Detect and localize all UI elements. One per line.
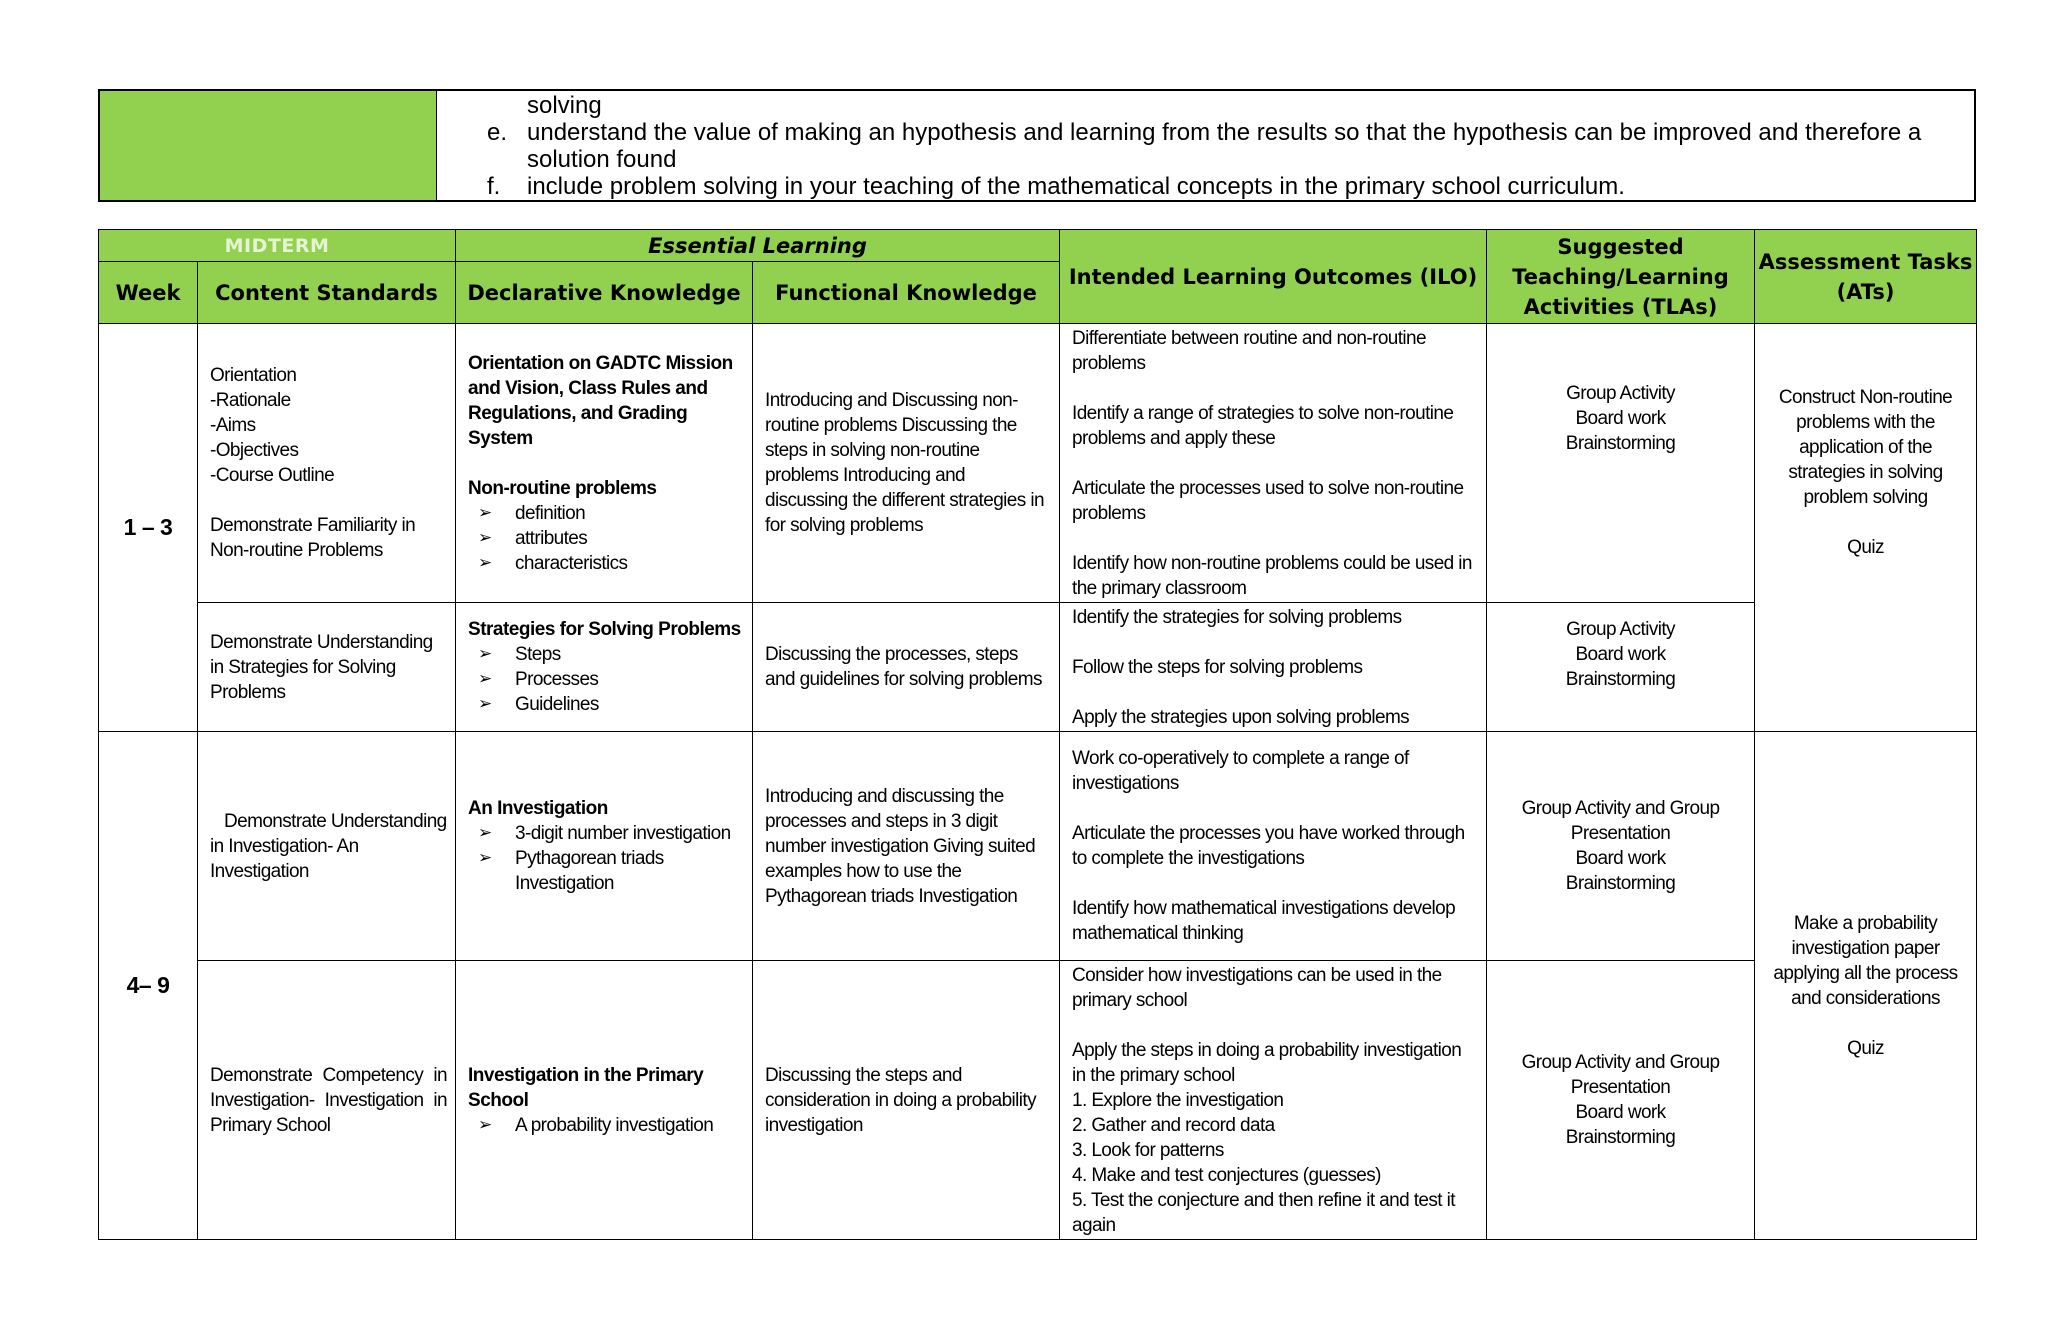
ilo-cell: Work co-operatively to complete a range of investigations Articulate the processes you have worked through to complete the investigations Identify how mathematical investigations develop mathematical thinking <box>1060 732 1487 961</box>
bullet-list <box>468 1113 744 1138</box>
table-row <box>99 603 1977 732</box>
table-row <box>99 732 1977 961</box>
functional-knowledge-header: Functional Knowledge <box>753 262 1060 324</box>
bullet-list <box>468 821 744 896</box>
functional-knowledge-cell: Introducing and Discussing non-routine problems Discussing the steps in solving non-routine problems Introducing and discussing the different strategies in for solving problems <box>753 324 1060 603</box>
tlas-cell: Group Activity Board work Brainstorming <box>1487 324 1755 603</box>
content-standards-cell: Demonstrate Competency in Investigation- Investigation in Primary School <box>198 961 456 1240</box>
declarative-knowledge-cell: Orientation on GADTC Mission and Vision, Class Rules and Regulations, and Grading System Non-routine problems ➢ definition ➢ attributes ➢ characteristics <box>456 324 753 603</box>
ats-header: Assessment Tasks (ATs) <box>1755 230 1977 324</box>
objective-continuation: solving <box>527 92 602 119</box>
declarative-knowledge-cell: An Investigation ➢ 3-digit number investigation ➢ Pythagorean triads Investigation <box>456 732 753 961</box>
bullet-list <box>468 501 744 576</box>
functional-knowledge-cell: Discussing the processes, steps and guidelines for solving problems <box>753 603 1060 732</box>
week-cell: 1 – 3 <box>99 324 198 732</box>
declarative-knowledge-cell: Strategies for Solving Problems ➢ Steps ➢ Processes ➢ Guidelines <box>456 603 753 732</box>
midterm-header: MIDTERM <box>99 230 456 262</box>
objectives-table <box>98 89 1976 202</box>
objectives-list <box>437 91 1974 200</box>
functional-knowledge-cell: Introducing and discussing the processes and steps in 3 digit number investigation Giving suited examples how to use the Pythagorean triads Investigation <box>753 732 1060 961</box>
assessment-cell: Make a probability investigation paper applying all the process and considerations Quiz <box>1755 732 1977 1240</box>
tlas-cell: Group Activity and Group Presentation Board work Brainstorming <box>1487 961 1755 1240</box>
ilo-header: Intended Learning Outcomes (ILO) <box>1060 230 1487 324</box>
objective-item <box>487 119 1954 173</box>
content-standards-cell: Demonstrate Understanding in Investigation- An Investigation <box>198 732 456 961</box>
objective-text: understand the value of making an hypothesis and learning from the results so that the hypothesis can be improved and therefore a solution found <box>527 119 1922 173</box>
week-header: Week <box>99 262 198 324</box>
list-item: ➢ attributes <box>468 526 744 551</box>
objective-item <box>487 173 1954 200</box>
functional-knowledge-cell: Discussing the steps and consideration in doing a probability investigation <box>753 961 1060 1240</box>
content-standards-cell: Demonstrate Understanding in Strategies for Solving Problems <box>198 603 456 732</box>
objective-text: include problem solving in your teaching of the mathematical concepts in the primary school curriculum. <box>527 173 1625 200</box>
essential-learning-header: Essential Learning <box>456 230 1060 262</box>
list-item: ➢ Processes <box>468 667 744 692</box>
list-item: ➢ Steps <box>468 642 744 667</box>
list-item: ➢ Pythagorean triads Investigation <box>468 846 744 896</box>
table-row <box>99 961 1977 1240</box>
tlas-cell: Group Activity Board work Brainstorming <box>1487 603 1755 732</box>
week-cell: 4– 9 <box>99 732 198 1240</box>
bullet-list <box>468 642 744 717</box>
content-standards-cell: Orientation -Rationale -Aims -Objectives -Course Outline Demonstrate Familiarity in Non-routine Problems <box>198 324 456 603</box>
content-standards-header: Content Standards <box>198 262 456 324</box>
ilo-cell: Differentiate between routine and non-routine problems Identify a range of strategies to solve non-routine problems and apply these Articulate the processes used to solve non-routine problems Identify how non-routine problems could be used in the primary classroom <box>1060 324 1487 603</box>
objective-letter: f. <box>487 173 501 200</box>
list-item: ➢ characteristics <box>468 551 744 576</box>
table-row <box>99 324 1977 603</box>
ilo-cell: Identify the strategies for solving problems Follow the steps for solving problems Apply the strategies upon solving problems <box>1060 603 1487 732</box>
objectives-label-cell <box>100 91 437 200</box>
declarative-knowledge-cell: Investigation in the Primary School ➢ A probability investigation <box>456 961 753 1240</box>
ilo-cell: Consider how investigations can be used in the primary school Apply the steps in doing a probability investigation in the primary school 1. Explore the investigation 2. Gather and record data 3. Look for patterns 4. Make and test conjectures (guesses) 5. Test the conjecture and then refine it and test it again <box>1060 961 1487 1240</box>
tlas-cell: Group Activity and Group Presentation Board work Brainstorming <box>1487 732 1755 961</box>
syllabus-table <box>98 229 1977 1240</box>
declarative-knowledge-header: Declarative Knowledge <box>456 262 753 324</box>
list-item: ➢ 3-digit number investigation <box>468 821 744 846</box>
tlas-header: Suggested Teaching/Learning Activities (TLAs) <box>1487 230 1755 324</box>
list-item: ➢ Guidelines <box>468 692 744 717</box>
list-item: ➢ definition <box>468 501 744 526</box>
list-item: ➢ A probability investigation <box>468 1113 744 1138</box>
assessment-cell: Construct Non-routine problems with the application of the strategies in solving problem solving Quiz <box>1755 324 1977 732</box>
objective-letter: e. <box>487 119 508 146</box>
